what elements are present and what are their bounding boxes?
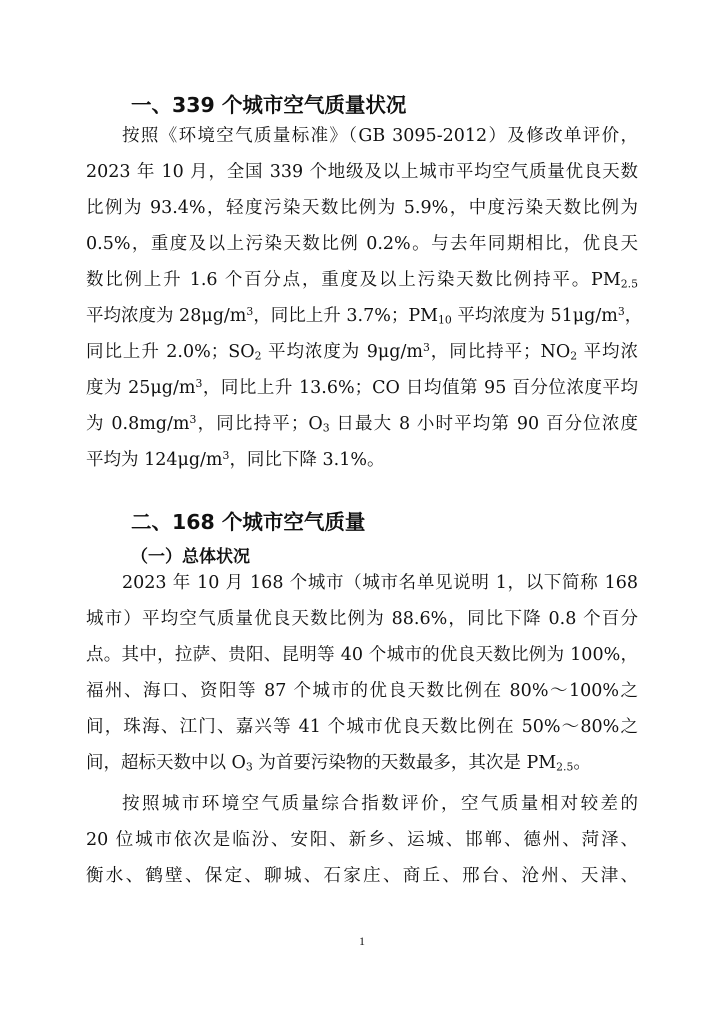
paragraph-line: 为 $0.8mg/m^3$，同比持平；$O_3$ 日最大 8 小时平均第 90 百分位浓度 [86,413,638,435]
paragraph-line: 城市）平均空气质量优良天数比例为 88.6%，同比下降 0.8 个百分 [86,609,638,629]
paragraph-line: 间，超标天数中以 $O_3$ 为首要污染物的天数最多，其次是 $PM_{2.5}$。 [86,753,591,774]
paragraph-line: 数比例上升 1.6 个百分点，重度及以上污染天数比例持平。$PM_{2.5}$ [86,270,638,291]
paragraph-line: 平均浓度为 $28\mu g/m^3$，同比上升 3.7%；$PM_{10}$ 平均浓度为 $51\mu g/m^3$， [86,305,643,327]
paragraph-line: 0.5%，重度及以上污染天数比例 0.2%。与去年同期相比，优良天 [86,234,638,254]
page-number: 1 [359,934,365,948]
paragraph-line: 按照城市环境空气质量综合指数评价，空气质量相对较差的 [122,794,638,814]
paragraph-line: 间，珠海、江门、嘉兴等 41 个城市优良天数比例在 50%～80%之 [86,717,638,737]
paragraph-line: 衡水、鹤壁、保定、聊城、石家庄、商丘、邢台、沧州、天津、 [86,866,638,886]
paragraph-line: 平均为 $124\mu g/m^3$，同比下降 3.1%。 [86,449,385,470]
paragraph-line: 2023 年 10 月 168 个城市（城市名单见说明 1，以下简称 168 [122,573,638,593]
paragraph-line: 20 位城市依次是临汾、安阳、新乡、运城、邯郸、德州、菏泽、 [86,830,638,850]
section2-subheading: （一）总体状况 [131,547,250,567]
paragraph-line: 度为 $25\mu g/m^3$，同比上升 13.6%；CO 日均值第 95 百分位浓度平均 [86,377,638,398]
paragraph-line: 同比上升 2.0%；$SO_2$ 平均浓度为 $9\mu g/m^3$，同比持平；$NO_2$ 平均浓 [86,341,639,363]
section1-heading: 一、339 个城市空气质量状况 [131,93,407,117]
paragraph-line: 福州、海口、资阳等 87 个城市的优良天数比例在 80%～100%之 [86,681,638,701]
section2-heading: 二、168 个城市空气质量 [131,510,366,534]
paragraph-line: 点。其中，拉萨、贵阳、昆明等 40 个城市的优良天数比例为 100%， [86,645,638,665]
paragraph-line: 比例为 93.4%，轻度污染天数比例为 5.9%，中度污染天数比例为 [86,198,638,218]
paragraph-line: 按照《环境空气质量标准》（GB 3095-2012）及修改单评价， [122,126,638,146]
paragraph-line: 2023 年 10 月，全国 339 个地级及以上城市平均空气质量优良天数 [86,162,638,182]
